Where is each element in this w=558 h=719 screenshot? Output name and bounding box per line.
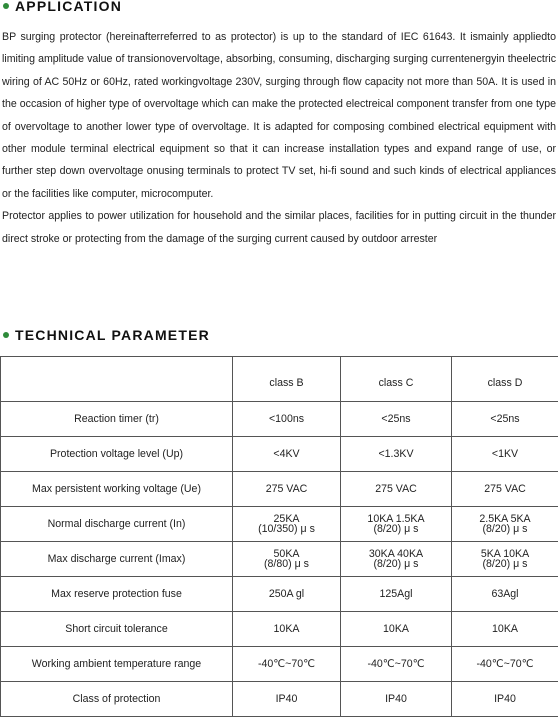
value-line: <25ns: [490, 413, 520, 425]
value-line: (10/350) μ s: [258, 523, 315, 535]
value-line: 10KA: [273, 623, 300, 635]
parameter-label: Class of protection: [1, 682, 233, 717]
parameter-value: [233, 682, 341, 717]
parameter-label: Normal discharge current (In): [1, 507, 233, 542]
parameter-value: [341, 577, 452, 612]
value-line: <100ns: [268, 413, 305, 425]
value-line: -40℃~70℃: [367, 658, 425, 670]
header-cell-class: class C: [341, 357, 452, 402]
parameter-value: [341, 682, 452, 717]
parameter-value: [341, 507, 452, 542]
application-paragraph: BP surging protector (hereinafterreferred to as protector) is up to the standard of IEC 61643. It ismainly appliedto limiting amplitude value of transionovervoltage, absorbing, consuming, discharging surging currentenergyin theelectric wiring of AC 50Hz or 60Hz, rated workingvoltage 230V, surging through flow capacity not more than 50A. It is used in the occasion of higher type of overvoltage which can make the protected electreical component transfer from one type of overvoltage to another lower type of overvoltage. It is adapted for composing combined electrical equipment with other module terminal electrical equipment so that it can increase installation types and expand range of use, or further step down overvoltage onusing terminals to protect TV set, hi-fi sound and such kinds of electrical appliances or the facilities like computer, microcomputer.: [2, 31, 556, 200]
value-line: 10KA 1.5KA: [367, 513, 425, 525]
value-line: <1.3KV: [378, 448, 414, 460]
table-header-row: [1, 357, 558, 402]
parameter-label: Working ambient temperature range: [1, 647, 233, 682]
parameter-value: [233, 402, 341, 437]
value-line: 275 VAC: [484, 483, 526, 495]
value-line: 250A gl: [268, 588, 305, 600]
value-line: (8/20) μ s: [482, 558, 528, 570]
value-line: 275 VAC: [375, 483, 417, 495]
technical-title: TECHNICAL PARAMETER: [15, 327, 210, 343]
table-row: [1, 507, 558, 542]
parameter-value: [233, 437, 341, 472]
parameter-value: [452, 542, 558, 577]
value-line: 25KA: [273, 513, 300, 525]
parameter-value: [233, 612, 341, 647]
parameter-label: Max persistent working voltage (Ue): [1, 472, 233, 507]
header-cell-class: class B: [233, 357, 341, 402]
value-line: -40℃~70℃: [257, 658, 316, 670]
parameter-value: [452, 507, 558, 542]
application-heading: [3, 0, 122, 14]
parameter-value: [233, 542, 341, 577]
parameter-value: [452, 647, 558, 682]
parameter-label: Max reserve protection fuse: [1, 577, 233, 612]
value-line: IP40: [385, 693, 407, 705]
table-row: [1, 437, 558, 472]
parameter-value: [341, 647, 452, 682]
value-line: (8/20) μ s: [373, 558, 419, 570]
parameter-value: [452, 612, 558, 647]
parameter-value: [341, 402, 452, 437]
table-row: [1, 612, 558, 647]
value-line: <4KV: [273, 448, 300, 460]
value-line: <25ns: [381, 413, 411, 425]
parameter-value: [233, 647, 341, 682]
technical-parameter-table: [0, 356, 558, 717]
header-cell-class: class D: [452, 357, 558, 402]
parameter-value: [452, 577, 558, 612]
parameter-value: [341, 437, 452, 472]
parameter-value: [233, 472, 341, 507]
table-row: [1, 577, 558, 612]
table-row: [1, 682, 558, 717]
value-line: 275 VAC: [265, 483, 308, 495]
parameter-value: [452, 472, 558, 507]
value-line: 125Agl: [379, 588, 413, 600]
value-line: IP40: [275, 693, 298, 705]
value-line: <1KV: [491, 448, 519, 460]
parameter-value: [341, 542, 452, 577]
value-line: 2.5KA 5KA: [479, 513, 531, 525]
parameter-label: Reaction timer (tr): [1, 402, 233, 437]
parameter-value: [452, 682, 558, 717]
value-line: (8/20) μ s: [482, 523, 528, 535]
parameter-value: [233, 577, 341, 612]
table-row: [1, 472, 558, 507]
value-line: (8/20) μ s: [373, 523, 419, 535]
value-line: 63Agl: [491, 588, 519, 600]
parameter-label: Protection voltage level (Up): [1, 437, 233, 472]
application-title: APPLICATION: [15, 0, 123, 14]
value-line: (8/80) μ s: [264, 558, 309, 570]
value-line: 5KA 10KA: [480, 548, 530, 560]
value-line: 30KA 40KA: [368, 548, 424, 560]
parameter-label: Short circuit tolerance: [1, 612, 233, 647]
parameter-value: [341, 472, 452, 507]
application-paragraph: Protector applies to power utilization for household and the similar places, facilities for in putting circuit in the thunder direct stroke or protecting from the damage of the surging current caused by outdoor arrester: [2, 210, 556, 245]
value-line: IP40: [494, 693, 516, 705]
bullet-icon: [3, 332, 9, 338]
value-line: 10KA: [492, 623, 518, 635]
table-row: [1, 402, 558, 437]
parameter-value: [341, 612, 452, 647]
table-row: [1, 542, 558, 577]
bullet-icon: [3, 3, 9, 9]
header-cell-empty: [1, 357, 233, 402]
parameter-value: [233, 507, 341, 542]
value-line: 50KA: [273, 548, 300, 560]
parameter-label: Max discharge current (Imax): [1, 542, 233, 577]
application-body: [2, 26, 556, 250]
technical-heading: [3, 326, 210, 344]
value-line: 10KA: [383, 623, 409, 635]
value-line: -40℃~70℃: [476, 658, 534, 670]
parameter-value: [452, 402, 558, 437]
parameter-value: [452, 437, 558, 472]
table-row: [1, 647, 558, 682]
